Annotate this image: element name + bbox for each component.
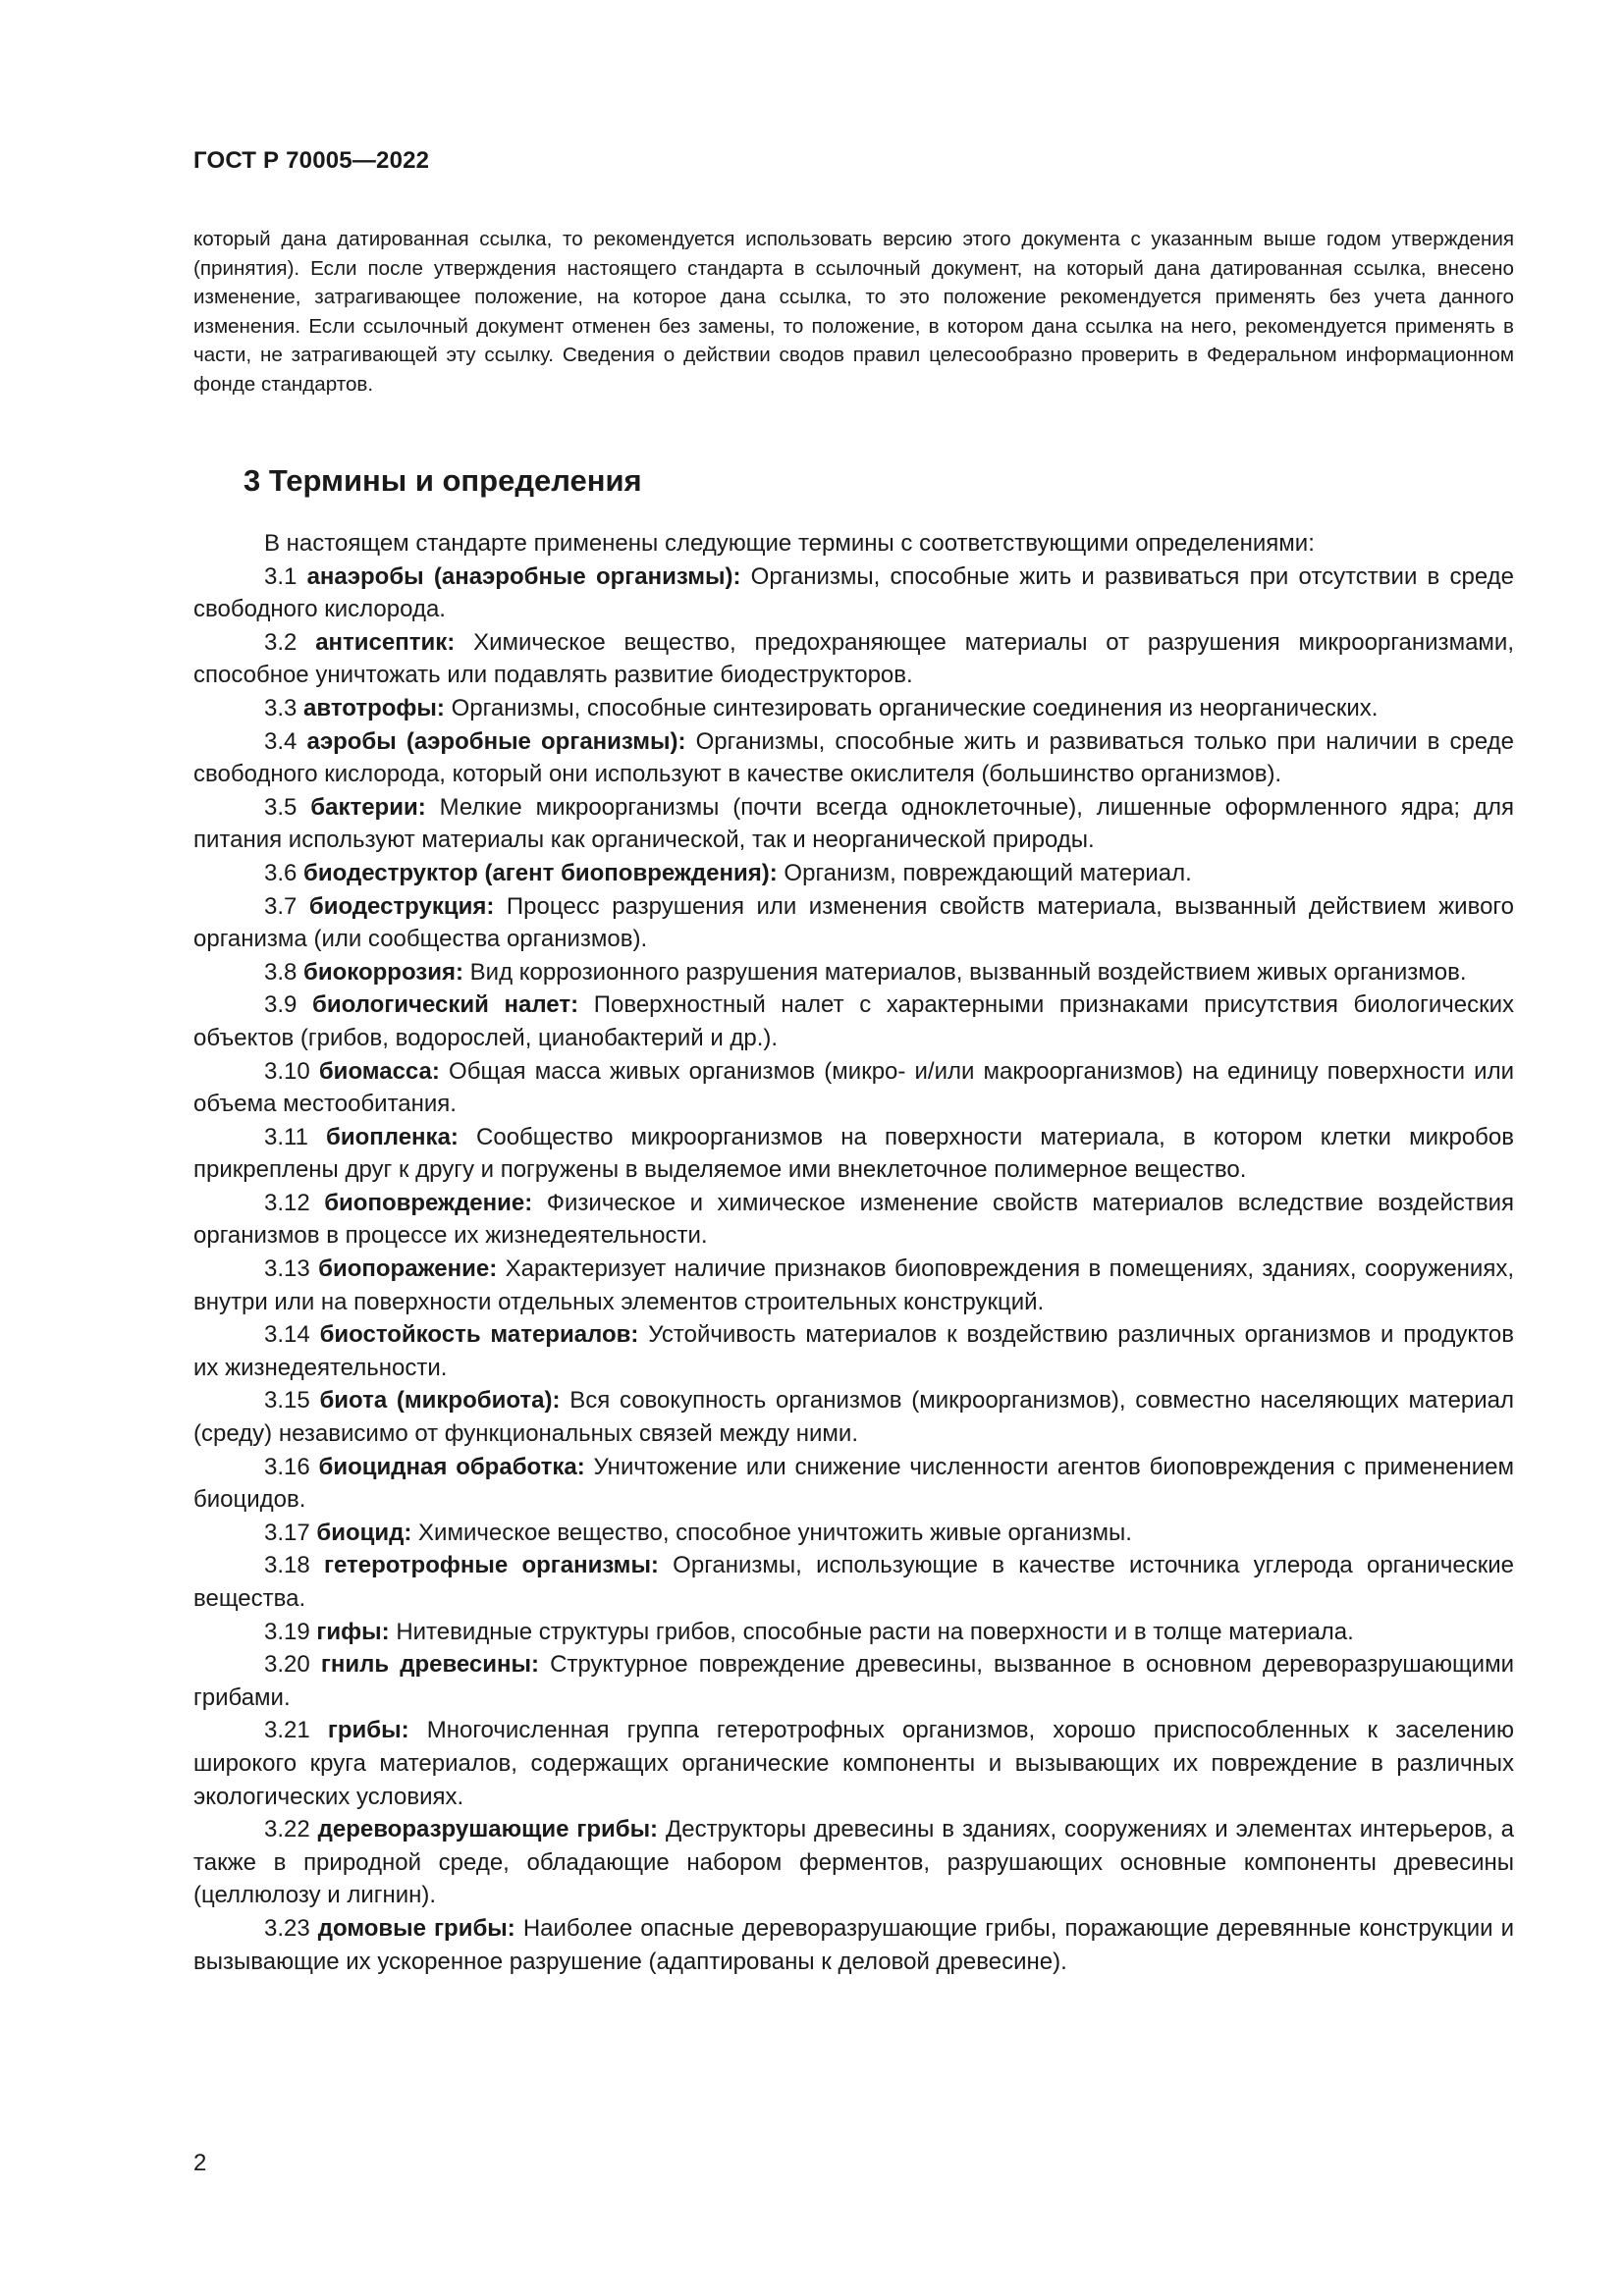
term-name: грибы: [327, 1717, 409, 1744]
term-number: 3.12 [264, 1189, 310, 1216]
term-name: биоцид: [316, 1519, 412, 1546]
term-number: 3.11 [264, 1123, 308, 1150]
term-name: аэробы (аэробные организмы): [306, 727, 686, 755]
term-definition: Нитевидные структуры грибов, способные расти на поверхности и в толще материала. [396, 1618, 1354, 1645]
term-number: 3.14 [264, 1321, 310, 1349]
term-number: 3.22 [264, 1816, 310, 1843]
term-definition: Поверхностный налет с характерными признаками присутствия биологических объектов (грибов, водорослей, цианобактерий и др.). [193, 991, 1515, 1051]
term-definition: Организмы, использующие в качестве источника углерода органические вещества. [193, 1552, 1515, 1612]
term-definition: Многочисленная группа гетеротрофных организмов, хорошо приспособленных к заселению широкого круга материалов, содержащих органические компоненты и вызывающих их повреждение в различных экологических условиях. [193, 1717, 1515, 1810]
term-number: 3.23 [264, 1914, 310, 1942]
term-definition: Организм, повреждающий материал. [784, 859, 1192, 886]
term-name: анаэробы (анаэробные организмы): [306, 562, 741, 590]
term-name: гетеротрофные организмы: [323, 1552, 659, 1579]
section-title: 3 Термины и определения [244, 463, 642, 498]
term-definition: Химическое вещество, предохраняющее материалы от разрушения микроорганизмами, способное уничтожать или подавлять развитие биодеструкторов. [193, 628, 1514, 689]
term-entry [193, 1648, 1514, 1714]
term-name: биопоражение: [318, 1255, 498, 1283]
term-definition: Вся совокупность организмов (микроорганизмов), совместно населяющих материал (среду) независимо от функциональных связей между ними. [193, 1387, 1515, 1448]
term-number: 3.19 [264, 1618, 310, 1645]
document-header: ГОСТ Р 70005—2022 [193, 147, 430, 174]
term-entry [193, 1451, 1514, 1517]
term-number: 3.5 [264, 793, 298, 821]
term-definition: Уничтожение или снижение численности агентов биоповреждения с применением биоцидов. [193, 1453, 1515, 1514]
intro-text [193, 225, 1514, 400]
term-definition: Физическое и химическое изменение свойств материалов вследствие воздействия организмов в процессе их жизнедеятельности. [193, 1189, 1515, 1250]
term-entry [193, 1384, 1514, 1450]
term-entry [193, 1813, 1514, 1912]
term-definition: Устойчивость материалов к воздействию различных организмов и продуктов их жизнедеятельности. [193, 1321, 1515, 1381]
term-entry [193, 561, 1514, 626]
term-number: 3.10 [264, 1057, 310, 1085]
term-entry [193, 1549, 1514, 1615]
term-name: биоповреждение: [324, 1189, 533, 1216]
term-number: 3.6 [264, 859, 298, 886]
term-name: антисептик: [315, 628, 456, 656]
term-definition: Химическое вещество, способное уничтожить живые организмы. [418, 1519, 1132, 1546]
term-definition: Процесс разрушения или изменения свойств материала, вызванный действием живого организма (или сообщества организмов). [193, 892, 1514, 953]
term-entry [193, 626, 1514, 692]
terms-list [193, 527, 1514, 1978]
term-entry [193, 1714, 1514, 1813]
term-entry [193, 857, 1514, 890]
term-entry [193, 988, 1514, 1054]
term-number: 3.21 [264, 1717, 310, 1744]
term-entry [193, 1253, 1514, 1318]
term-name: бактерии: [310, 793, 426, 821]
term-entry [193, 1616, 1514, 1649]
term-entry [193, 1912, 1514, 1978]
term-number: 3.2 [264, 628, 298, 656]
term-entry [193, 956, 1514, 989]
term-number: 3.17 [264, 1519, 310, 1546]
term-number: 3.4 [264, 727, 298, 755]
term-number: 3.1 [264, 562, 298, 590]
term-name: гниль древесины: [320, 1651, 540, 1679]
page-number: 2 [193, 2150, 207, 2176]
term-definition: Характеризует наличие признаков биоповреждения в помещениях, зданиях, сооружениях, внутри или на поверхности отдельных элементов строительных конструкций. [193, 1255, 1515, 1315]
term-number: 3.18 [264, 1552, 310, 1579]
term-entry [193, 1187, 1514, 1253]
term-name: биодеструктор (агент биоповреждения): [303, 859, 778, 886]
term-number: 3.13 [264, 1255, 310, 1283]
term-number: 3.20 [264, 1651, 310, 1679]
term-entry [193, 1055, 1514, 1121]
term-name: биопленка: [326, 1123, 459, 1150]
term-name: биокоррозия: [303, 958, 463, 986]
term-name: гифы: [316, 1618, 390, 1645]
term-name: автотрофы: [303, 694, 445, 721]
term-entry [193, 890, 1514, 956]
term-entry [193, 1517, 1514, 1550]
term-name: дереворазрушающие грибы: [317, 1816, 659, 1843]
term-number: 3.16 [264, 1453, 310, 1480]
term-entry [193, 791, 1514, 857]
term-name: биостойкость материалов: [319, 1321, 639, 1349]
term-name: биота (микробиота): [319, 1387, 561, 1415]
term-definition: Структурное повреждение древесины, вызванное в основном дереворазрушающими грибами. [193, 1651, 1514, 1711]
term-name: биодеструкция: [308, 892, 495, 920]
term-number: 3.3 [264, 694, 298, 721]
term-definition: Общая масса живых организмов (микро- и/или макроорганизмов) на единицу поверхности или объема местообитания. [193, 1057, 1514, 1118]
term-definition: Мелкие микроорганизмы (почти всегда одноклеточные), лишенные оформленного ядра; для питания используют материалы как органической, так и неорганической природы. [193, 793, 1514, 854]
intro-paragraph: который дана датированная ссылка, то рекомендуется использовать версию этого документа с указанным выше годом утверждения (принятия). Если после утверждения настоящего стандарта в ссылочный документ, на который дана датированная ссылка, внесено изменение, затрагивающее положение, на которое дана ссылка, то это положение рекомендуется применять без учета данного изменения. Если ссылочный документ отменен без замены, то положение, в котором дана ссылка на него, рекомендуется применять в части, не затрагивающей эту ссылку. Сведения о действии сводов правил целесообразно проверить в Федеральном информационном фонде стандартов. [193, 228, 1514, 396]
term-definition: Организмы, способные синтезировать органические соединения из неорганических. [451, 694, 1379, 721]
term-name: биологический налет: [312, 991, 579, 1019]
term-number: 3.7 [264, 892, 298, 920]
term-definition: Деструкторы древесины в зданиях, сооружениях и элементах интерьеров, а также в природной среде, обладающие набором ферментов, разрушающих основные компоненты древесины (целлюлозу и лигнин). [193, 1816, 1515, 1909]
term-name: домовые грибы: [317, 1914, 515, 1942]
term-definition: Сообщество микроорганизмов на поверхности материала, в котором клетки микробов прикреплены друг к другу и погружены в выделяемое ими внеклеточное полимерное вещество. [193, 1123, 1515, 1184]
term-entry [193, 1121, 1514, 1187]
term-name: биоцидная обработка: [318, 1453, 585, 1480]
term-name: биомасса: [318, 1057, 440, 1085]
term-entry [193, 692, 1514, 725]
terms-lead: В настоящем стандарте применены следующие термины с соответствующими определениями: [264, 530, 1315, 557]
term-definition: Вид коррозионного разрушения материалов, вызванный воздействием живых организмов. [469, 958, 1467, 986]
term-number: 3.9 [264, 991, 298, 1019]
term-entry [193, 1318, 1514, 1384]
term-definition: Наиболее опасные дереворазрушающие грибы, поражающие деревянные конструкции и вызывающие их ускоренное разрушение (адаптированы к деловой древесине). [193, 1914, 1515, 1975]
term-number: 3.8 [264, 958, 298, 986]
term-entry [193, 725, 1514, 791]
term-definition: Организмы, способные жить и развиваться только при наличии в среде свободного кислорода, который они используют в качестве окислителя (большинство организмов). [193, 727, 1515, 788]
term-number: 3.15 [264, 1387, 310, 1415]
term-definition: Организмы, способные жить и развиваться при отсутствии в среде свободного кислорода. [193, 562, 1515, 623]
